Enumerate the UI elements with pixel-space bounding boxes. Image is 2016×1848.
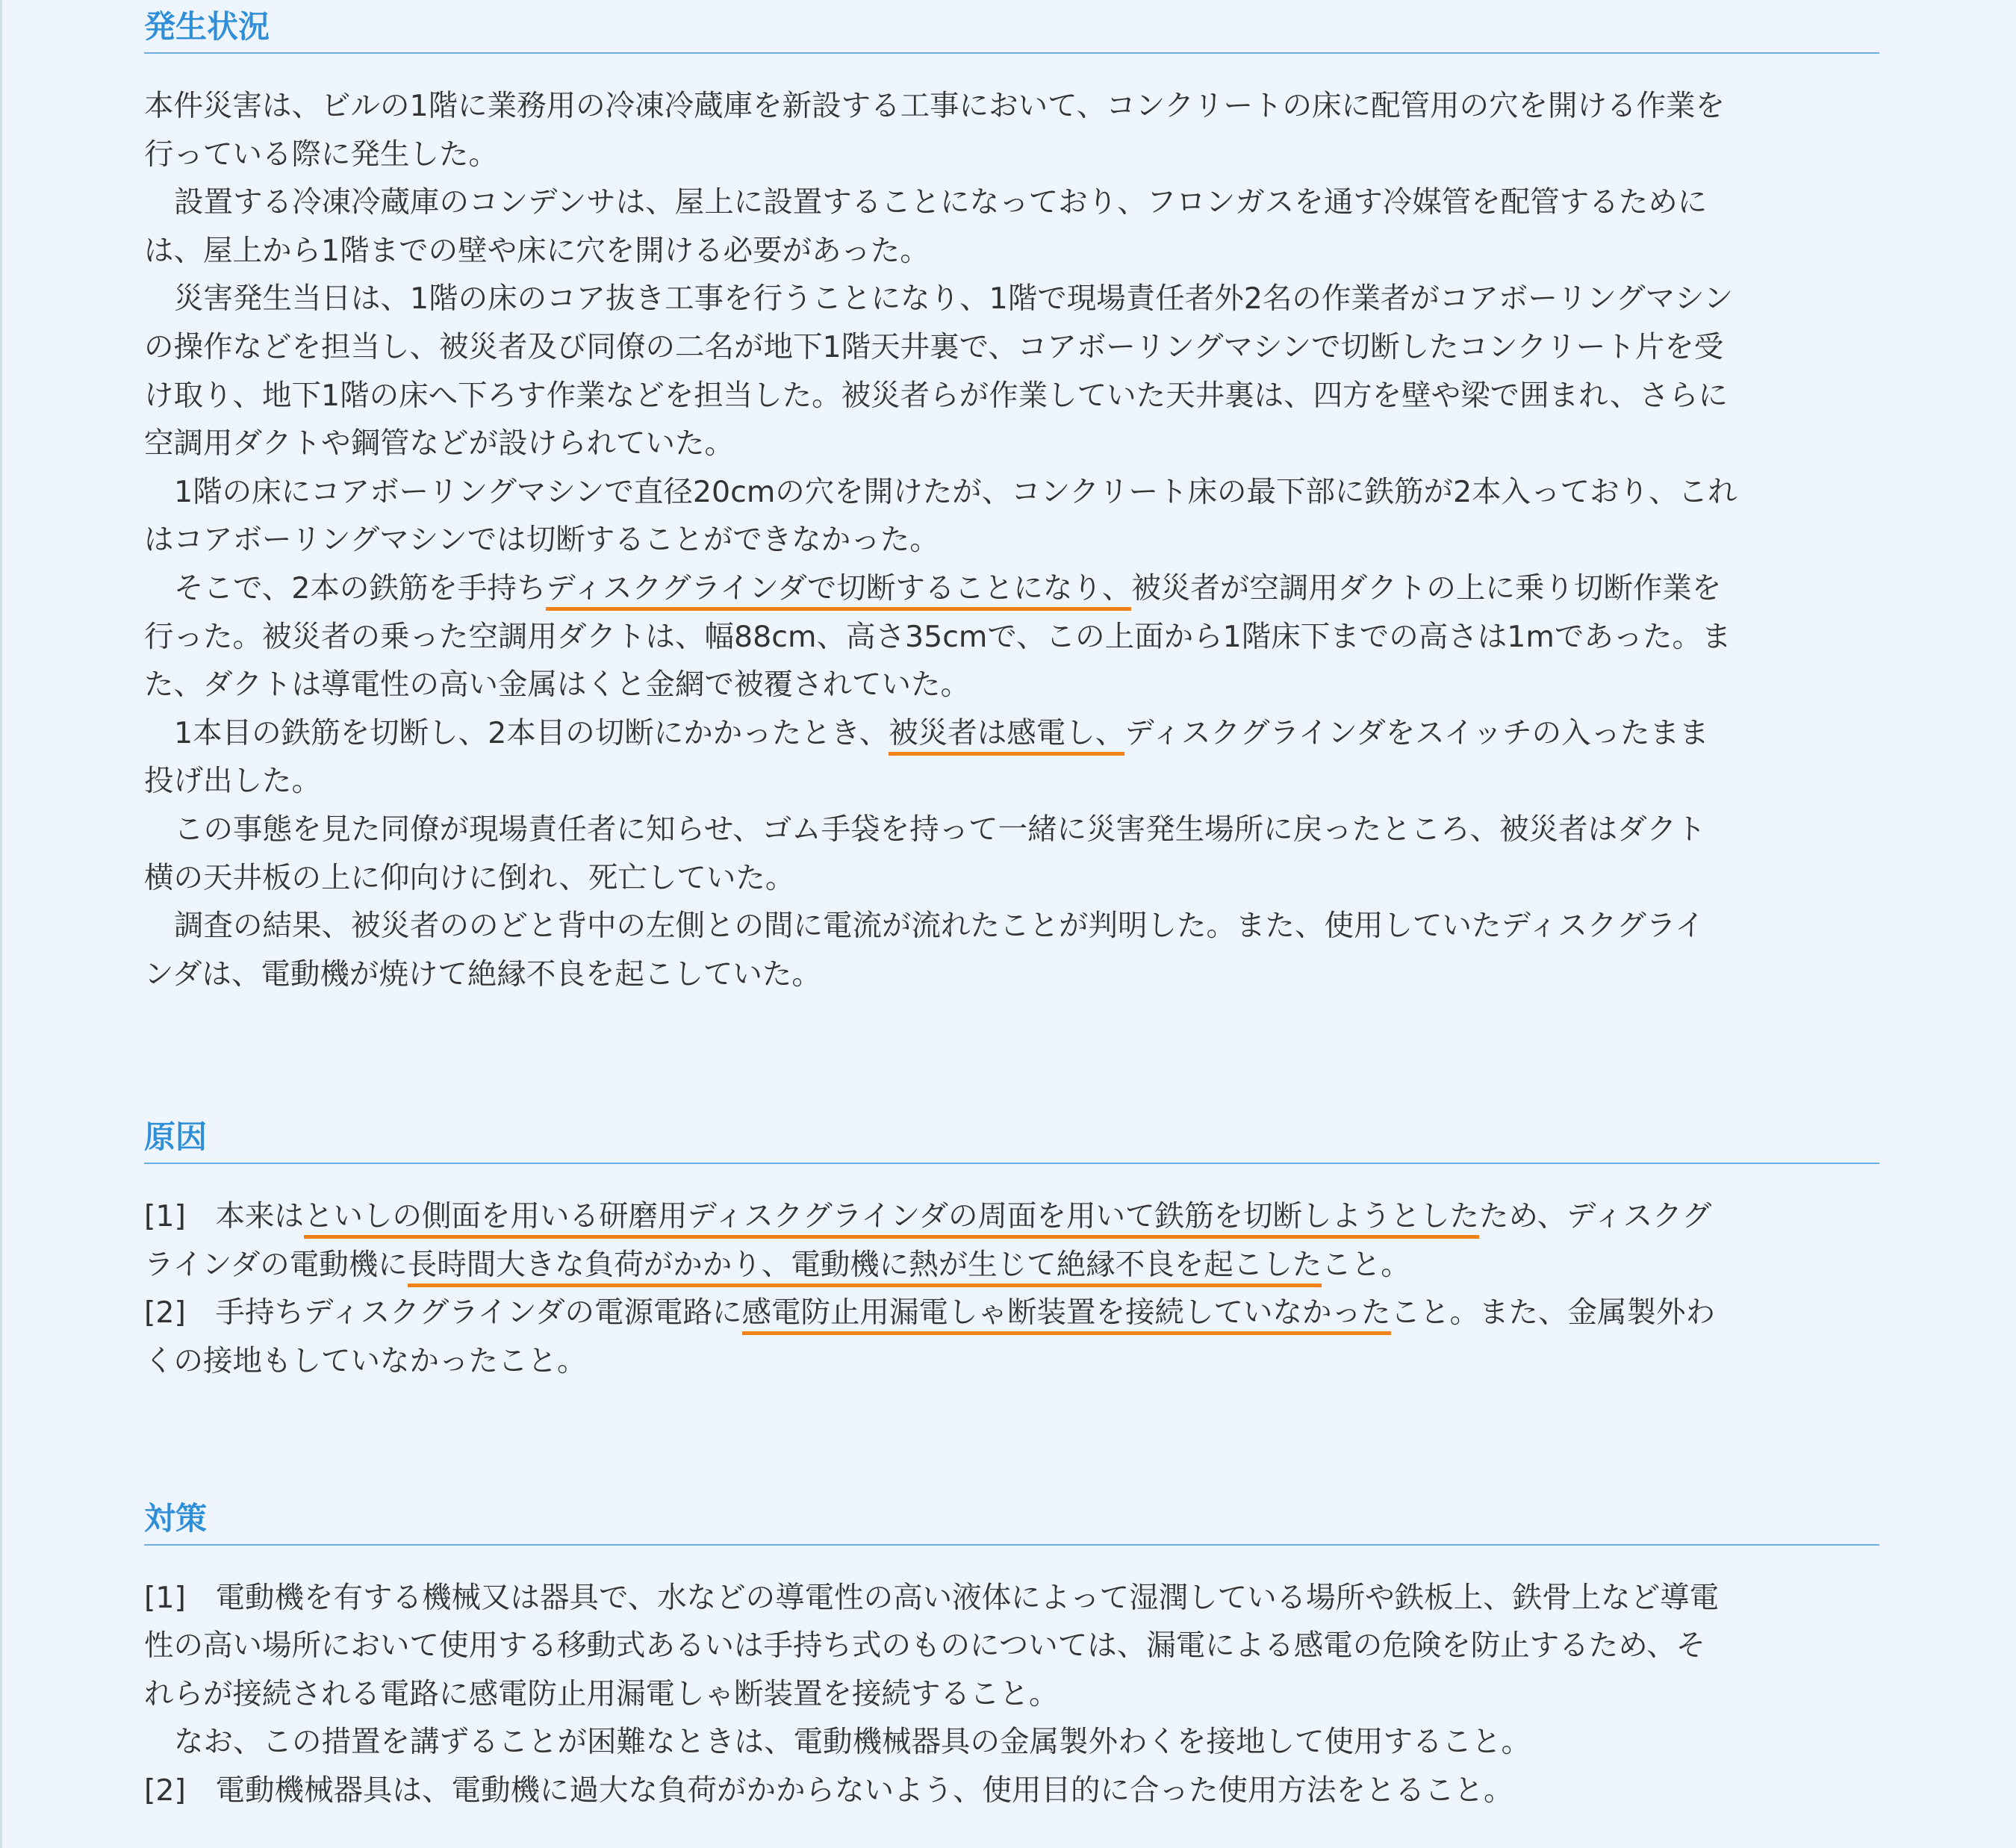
text-line: くの接地もしていなかったこと。 bbox=[144, 1344, 587, 1379]
text-line: [2] 手持ちディスクグラインダの電源電路に感電防止用漏電しゃ断装置を接続していなかったこと。また、金属製外わ bbox=[144, 1289, 1879, 1337]
text-line: は、屋上から1階までの壁や床に穴を開ける必要があった。 bbox=[144, 233, 930, 268]
text-line: け取り、地下1階の床へ下ろす作業などを担当した。被災者らが作業していた天井裏は、四方を壁や梁で囲まれ、さらに bbox=[144, 378, 1729, 413]
text-line: なお、この措置を講ずることが困難なときは、電動機械器具の金属製外わくを接地して使用すること。 bbox=[174, 1725, 1531, 1760]
highlighted-text: ディスクグラインダで切断することになり、 bbox=[546, 571, 1131, 611]
article-content bbox=[144, 0, 1879, 1815]
section-heading-cause: 原因 bbox=[144, 1110, 1879, 1164]
text-line: はコアボーリングマシンでは切断することができなかった。 bbox=[144, 523, 939, 558]
text-line: 投げ出した。 bbox=[144, 764, 321, 799]
section-heading-measures: 対策 bbox=[144, 1492, 1879, 1546]
text-line: 性の高い場所において使用する移動式あるいは手持ち式のものについては、漏電による感電の危険を防止するため、そ bbox=[144, 1628, 1706, 1664]
text-line: 空調用ダクトや鋼管などが設けられていた。 bbox=[144, 426, 734, 461]
section-heading-situation: 発生状況 bbox=[144, 0, 1879, 54]
text-line: 調査の結果、被災者ののどと背中の左側との間に電流が流れたことが判明した。また、使用していたディスクグライ bbox=[174, 909, 1705, 944]
page-left-edge bbox=[0, 0, 2, 1848]
text-line: 行っている際に発生した。 bbox=[144, 137, 498, 172]
highlighted-text: 被災者は感電し、 bbox=[889, 716, 1124, 756]
text-line: そこで、2本の鉄筋を手持ちディスクグラインダで切断することになり、被災者が空調用ダクトの上に乗り切断作業を bbox=[144, 564, 1879, 613]
section-body-situation bbox=[144, 82, 1879, 998]
text-line: [1] 電動機を有する機械又は器具で、水などの導電性の高い液体によって湿潤している場所や鉄板上、鉄骨上など導電 bbox=[144, 1580, 1720, 1615]
text-line: [2] 電動機械器具は、電動機に過大な負荷がかからないよう、使用目的に合った使用方法をとること。 bbox=[144, 1773, 1513, 1808]
text-line: 災害発生当日は、1階の床のコア抜き工事を行うことになり、1階で現場責任者外2名の作業者がコアボーリングマシン bbox=[174, 281, 1734, 317]
text-line: 1階の床にコアボーリングマシンで直径20cmの穴を開けたが、コンクリート床の最下部に鉄筋が2本入っており、これ bbox=[174, 474, 1737, 509]
highlighted-text: 長時間大きな負荷がかかり、電動機に熱が生じて絶縁不良を起こした bbox=[408, 1248, 1322, 1287]
text-line: 横の天井板の上に仰向けに倒れ、死亡していた。 bbox=[144, 860, 795, 895]
text-line: 1本目の鉄筋を切断し、2本目の切断にかかったとき、被災者は感電し、ディスクグラインダをスイッチの入ったまま bbox=[144, 709, 1879, 758]
text-line: この事態を見た同僚が現場責任者に知らせ、ゴム手袋を持って一緒に災害発生場所に戻ったところ、被災者はダクト bbox=[174, 812, 1706, 847]
section-body-cause bbox=[144, 1192, 1879, 1385]
text-line: 設置する冷凍冷蔵庫のコンデンサは、屋上に設置することになっており、フロンガスを通す冷媒管を配管するために bbox=[174, 185, 1708, 220]
text-line: た、ダクトは導電性の高い金属はくと金網で被覆されていた。 bbox=[144, 668, 970, 703]
section-measures bbox=[144, 1492, 1879, 1815]
text-line: の操作などを担当し、被災者及び同僚の二名が地下1階天井裏で、コアボーリングマシンで切断したコンクリート片を受 bbox=[144, 329, 1724, 364]
text-line: [1] 本来はといしの側面を用いる研磨用ディスクグラインダの周面を用いて鉄筋を切断しようとしたため、ディスクグ bbox=[144, 1192, 1879, 1241]
text-line: 本件災害は、ビルの1階に業務用の冷凍冷蔵庫を新設する工事において、コンクリートの床に配管用の穴を開ける作業を bbox=[144, 89, 1726, 123]
section-cause bbox=[144, 1110, 1879, 1385]
text-line: ラインダの電動機に長時間大きな負荷がかかり、電動機に熱が生じて絶縁不良を起こしたこと。 bbox=[144, 1241, 1879, 1289]
highlighted-text: といしの側面を用いる研磨用ディスクグラインダの周面を用いて鉄筋を切断しようとした bbox=[304, 1199, 1479, 1239]
text-line: ンダは、電動機が焼けて絶縁不良を起こしていた。 bbox=[144, 956, 821, 992]
highlighted-text: 感電防止用漏電しゃ断装置を接続していなかった bbox=[742, 1295, 1391, 1335]
text-line: 行った。被災者の乗った空調用ダクトは、幅88cm、高さ35cmで、この上面から1階床下までの高さは1mであった。ま bbox=[144, 619, 1732, 654]
section-body-measures bbox=[144, 1574, 1879, 1815]
text-line: れらが接続される電路に感電防止用漏電しゃ断装置を接続すること。 bbox=[144, 1676, 1059, 1711]
section-situation bbox=[144, 0, 1879, 998]
